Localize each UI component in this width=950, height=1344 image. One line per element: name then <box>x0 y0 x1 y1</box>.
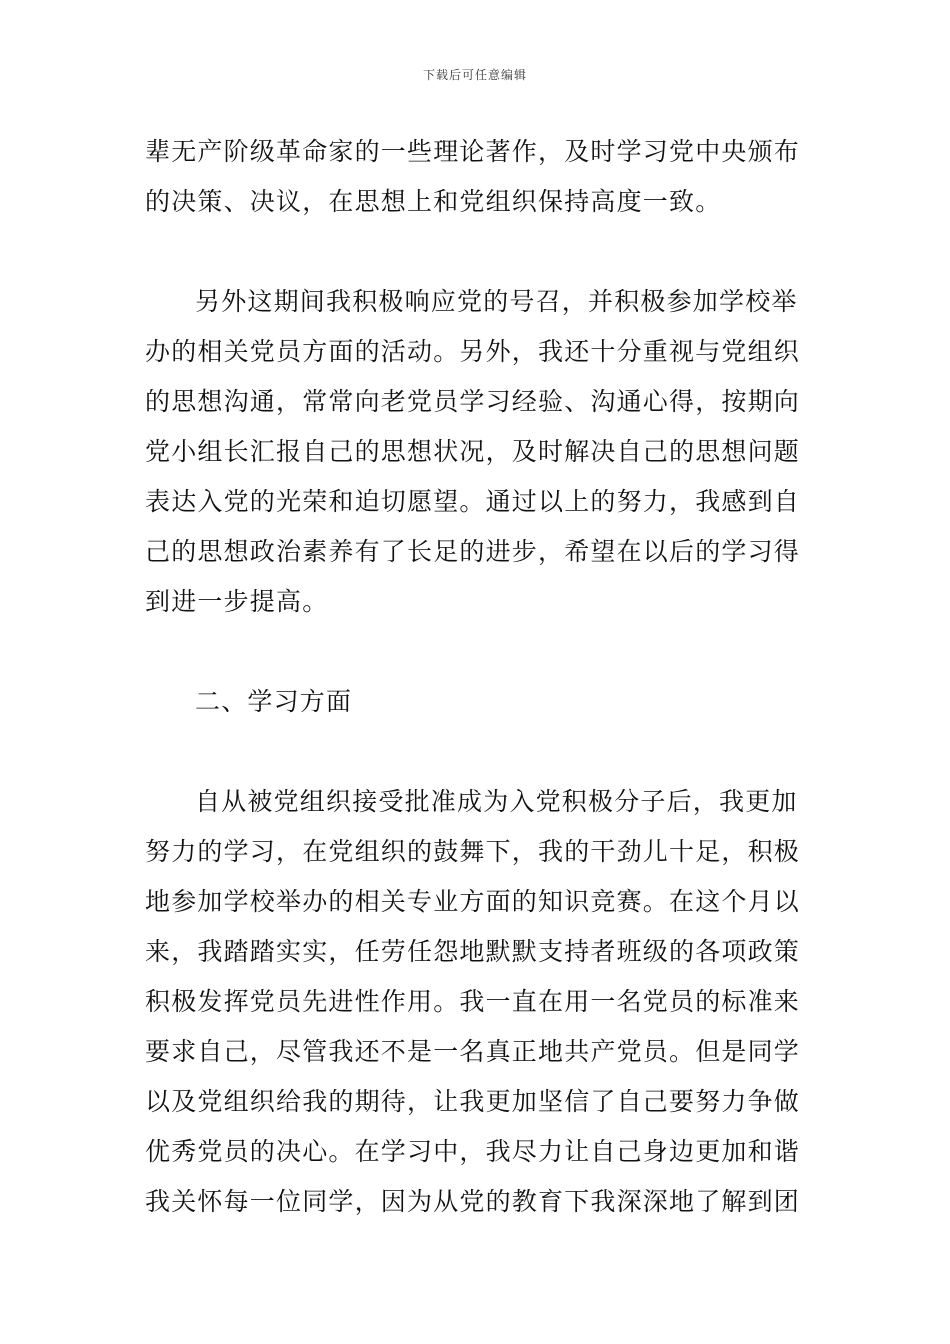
section-heading <box>145 677 809 727</box>
paragraph-gap <box>145 227 809 277</box>
text-line: 表达入党的光荣和迫切愿望。通过以上的努力，我感到自 <box>145 487 801 516</box>
text-line: 我关怀每一位同学，因为从党的教育下我深深地了解到团 <box>145 1187 801 1216</box>
body-text <box>145 127 809 1227</box>
text-line: 积极发挥党员先进性作用。我一直在用一名党员的标准来 <box>145 987 801 1016</box>
text-line: 的决策、决议，在思想上和党组织保持高度一致。 <box>145 187 722 216</box>
text-line: 努力的学习，在党组织的鼓舞下，我的干劲儿十足，积极 <box>145 837 801 866</box>
text-line: 地参加学校举办的相关专业方面的知识竞赛。在这个月以 <box>145 887 801 916</box>
heading-text: 二、学习方面 <box>195 687 353 716</box>
text-line: 来，我踏踏实实，任劳任怨地默默支持者班级的各项政策 <box>145 937 801 966</box>
text-line: 以及党组织给我的期待，让我更加坚信了自己要努力争做 <box>145 1087 801 1116</box>
paragraph-1 <box>145 127 809 227</box>
text-line: 优秀党员的决心。在学习中，我尽力让自己身边更加和谐 <box>145 1137 801 1166</box>
text-line: 党小组长汇报自己的思想状况，及时解决自己的思想问题 <box>145 437 801 466</box>
paragraph-3 <box>145 777 809 1227</box>
paragraph-gap <box>145 627 809 677</box>
text-line: 的思想沟通，常常向老党员学习经验、沟通心得，按期向 <box>145 387 801 416</box>
text-line: 自从被党组织接受批准成为入党积极分子后，我更加 <box>195 787 798 816</box>
text-line: 辈无产阶级革命家的一些理论著作，及时学习党中央颁布 <box>145 137 801 166</box>
text-line: 要求自己，尽管我还不是一名真正地共产党员。但是同学 <box>145 1037 801 1066</box>
text-line: 到进一步提高。 <box>145 587 329 616</box>
paragraph-2 <box>145 277 809 627</box>
text-line: 己的思想政治素养有了长足的进步，希望在以后的学习得 <box>145 537 801 566</box>
text-line: 办的相关党员方面的活动。另外，我还十分重视与党组织 <box>145 337 801 366</box>
text-line: 另外这期间我积极响应党的号召，并积极参加学校举 <box>195 287 798 316</box>
header-note: 下载后可任意编辑 <box>422 68 527 82</box>
paragraph-gap <box>145 727 809 777</box>
